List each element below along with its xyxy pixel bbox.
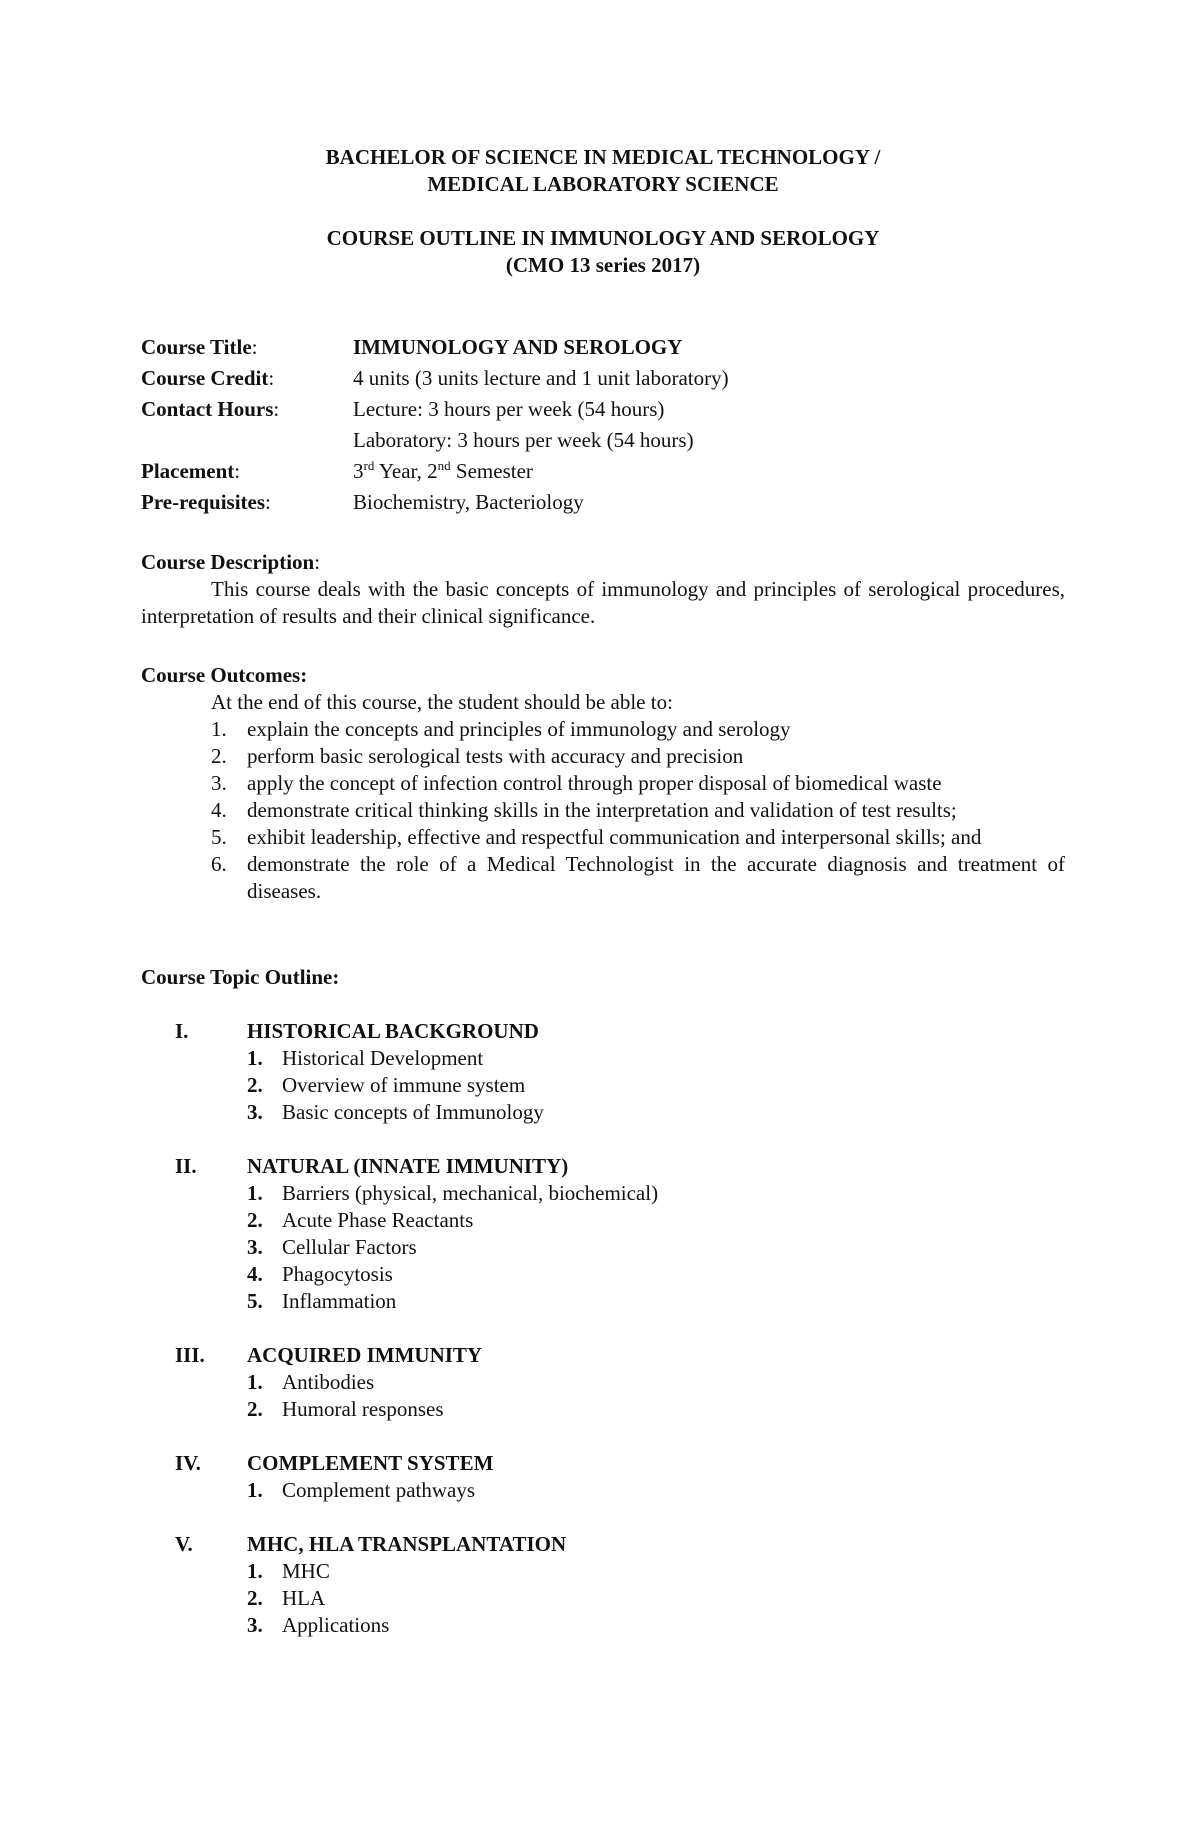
contact-hours-row-2	[141, 427, 1065, 458]
topic-title: COMPLEMENT SYSTEM	[247, 1451, 494, 1475]
header-line-4: (CMO 13 series 2017)	[505, 253, 701, 277]
subitem-number: 1.	[247, 1370, 263, 1394]
outcome-text: exhibit leadership, effective and respectful communication and interpersonal skills; and	[247, 825, 982, 849]
topic-title: ACQUIRED IMMUNITY	[247, 1343, 483, 1367]
course-title-row: Course Title: IMMUNOLOGY AND SEROLOGY	[141, 335, 683, 359]
prerequisites-row: Pre-requisites: Biochemistry, Bacteriology	[141, 490, 584, 514]
topic-subitem	[141, 1207, 1065, 1234]
subitem-label: Acute Phase Reactants	[282, 1208, 474, 1232]
outcome-text: perform basic serological tests with accuracy and precision	[247, 744, 744, 768]
subitem-number: 2.	[247, 1073, 263, 1097]
topic-title: HISTORICAL BACKGROUND	[247, 1019, 539, 1043]
subitem-number: 5.	[247, 1289, 263, 1313]
topic-subitem	[141, 1234, 1065, 1261]
topic-subitem	[141, 1612, 1065, 1639]
course-outcomes-intro: At the end of this course, the student should be able to:	[211, 690, 673, 714]
topic-subitem	[141, 1045, 1065, 1072]
subitem-number: 3.	[247, 1235, 263, 1259]
topic-subitem	[141, 1477, 1065, 1504]
subitem-label: Complement pathways	[282, 1478, 476, 1502]
contact-hours-lecture: Lecture: 3 hours per week (54 hours)	[353, 397, 665, 421]
outcome-number: 1.	[211, 717, 227, 741]
subitem-number: 4.	[247, 1262, 263, 1286]
placement-value: 3rd Year, 2nd Semester	[353, 458, 533, 483]
outcomes-list	[141, 716, 1065, 905]
subitem-number: 2.	[247, 1208, 263, 1232]
subitem-number: 2.	[247, 1397, 263, 1421]
subitem-number: 3.	[247, 1100, 263, 1124]
subitem-label: Phagocytosis	[282, 1262, 393, 1286]
subitem-label: Overview of immune system	[282, 1073, 526, 1097]
subitem-number: 1.	[247, 1046, 263, 1070]
subitem-label: Humoral responses	[282, 1397, 444, 1421]
header-line-1: BACHELOR OF SCIENCE IN MEDICAL TECHNOLOGY /	[325, 145, 881, 169]
course-title-label: Course Title	[141, 335, 252, 359]
course-topic-outline	[141, 964, 1065, 1639]
subitem-label: MHC	[282, 1559, 330, 1583]
prerequisites-value: Biochemistry, Bacteriology	[353, 490, 584, 514]
contact-hours-label: Contact Hours	[141, 397, 274, 421]
topic-section	[141, 1153, 1065, 1315]
placement-row: Placement: 3rd Year, 2nd Semester	[141, 458, 533, 483]
topic-section	[141, 1450, 1065, 1504]
outcome-item	[141, 716, 1065, 743]
subitem-label: HLA	[282, 1586, 326, 1610]
subitem-label: Barriers (physical, mechanical, biochemical)	[282, 1181, 659, 1205]
outcome-text: demonstrate the role of a Medical Technologist in the accurate diagnosis and treatment of diseases.	[247, 852, 1065, 903]
outcome-text: demonstrate critical thinking skills in the interpretation and validation of test results;	[247, 798, 957, 822]
header-line-2: MEDICAL LABORATORY SCIENCE	[427, 172, 779, 196]
document-header	[141, 144, 1065, 198]
course-credit-label: Course Credit	[141, 366, 269, 390]
topic-heading	[141, 1018, 1065, 1045]
course-credit-row: Course Credit: 4 units (3 units lecture and 1 unit laboratory)	[141, 366, 729, 390]
topic-roman-numeral: V.	[175, 1532, 193, 1556]
topic-heading	[141, 1531, 1065, 1558]
topic-outline-heading: Course Topic Outline:	[141, 965, 340, 989]
subitem-label: Antibodies	[282, 1370, 375, 1394]
topic-roman-numeral: I.	[175, 1019, 189, 1043]
subitem-label: Applications	[282, 1613, 390, 1637]
subitem-number: 1.	[247, 1559, 263, 1583]
topic-subitem	[141, 1288, 1065, 1315]
contact-hours-laboratory: Laboratory: 3 hours per week (54 hours)	[353, 428, 694, 452]
header-line-3: COURSE OUTLINE IN IMMUNOLOGY AND SEROLOGY	[326, 226, 880, 250]
outcome-number: 4.	[211, 798, 227, 822]
course-outcomes	[141, 662, 1065, 905]
outcome-item	[141, 824, 1065, 851]
topic-subitem	[141, 1396, 1065, 1423]
placement-label: Placement	[141, 459, 235, 483]
subitem-number: 2.	[247, 1586, 263, 1610]
outcome-number: 3.	[211, 771, 227, 795]
subitem-label: Historical Development	[282, 1046, 484, 1070]
topic-subitem	[141, 1180, 1065, 1207]
subitem-label: Inflammation	[282, 1289, 397, 1313]
topic-subitem	[141, 1099, 1065, 1126]
outcome-text: explain the concepts and principles of immunology and serology	[247, 717, 791, 741]
topic-roman-numeral: III.	[175, 1343, 205, 1367]
course-description-text: This course deals with the basic concepts of immunology and principles of serological procedures, interpretation of results and their clinical significance.	[141, 577, 1065, 628]
topic-title: MHC, HLA TRANSPLANTATION	[247, 1532, 567, 1556]
document-subheader	[141, 225, 1065, 279]
topic-roman-numeral: II.	[175, 1154, 197, 1178]
contact-hours-row: Contact Hours: Lecture: 3 hours per week (54 hours)	[141, 397, 665, 421]
course-description-heading: Course Description	[141, 550, 315, 574]
outcome-item	[141, 770, 1065, 797]
topic-section	[141, 1342, 1065, 1423]
topic-subitem	[141, 1369, 1065, 1396]
subitem-number: 1.	[247, 1181, 263, 1205]
outcome-number: 6.	[211, 852, 227, 876]
outcome-number: 2.	[211, 744, 227, 768]
topic-heading	[141, 1450, 1065, 1477]
prerequisites-label: Pre-requisites	[141, 490, 266, 514]
topic-subitem	[141, 1072, 1065, 1099]
topic-subitem	[141, 1261, 1065, 1288]
topic-roman-numeral: IV.	[175, 1451, 201, 1475]
outcome-text: apply the concept of infection control through proper disposal of biomedical waste	[247, 771, 942, 795]
topic-subitem	[141, 1558, 1065, 1585]
topic-section	[141, 1018, 1065, 1126]
course-credit-value: 4 units (3 units lecture and 1 unit laboratory)	[353, 366, 729, 390]
subitem-number: 1.	[247, 1478, 263, 1502]
subitem-label: Basic concepts of Immunology	[282, 1100, 544, 1124]
topic-heading	[141, 1153, 1065, 1180]
course-title-value: IMMUNOLOGY AND SEROLOGY	[353, 335, 683, 359]
outcome-number: 5.	[211, 825, 227, 849]
course-description: Course Description: This course deals with the basic concepts of immunology and principles of serological procedures, interpretation of results and their clinical significance.	[141, 550, 1065, 628]
topic-subitem	[141, 1585, 1065, 1612]
course-info	[141, 334, 1065, 520]
topic-heading	[141, 1342, 1065, 1369]
topic-section	[141, 1531, 1065, 1639]
outcome-item	[141, 797, 1065, 824]
course-outcomes-heading: Course Outcomes:	[141, 663, 308, 687]
outcome-item	[141, 743, 1065, 770]
outcome-item	[141, 851, 1065, 905]
topic-title: NATURAL (INNATE IMMUNITY)	[247, 1154, 569, 1178]
subitem-number: 3.	[247, 1613, 263, 1637]
topics-list	[141, 1018, 1065, 1639]
subitem-label: Cellular Factors	[282, 1235, 417, 1259]
